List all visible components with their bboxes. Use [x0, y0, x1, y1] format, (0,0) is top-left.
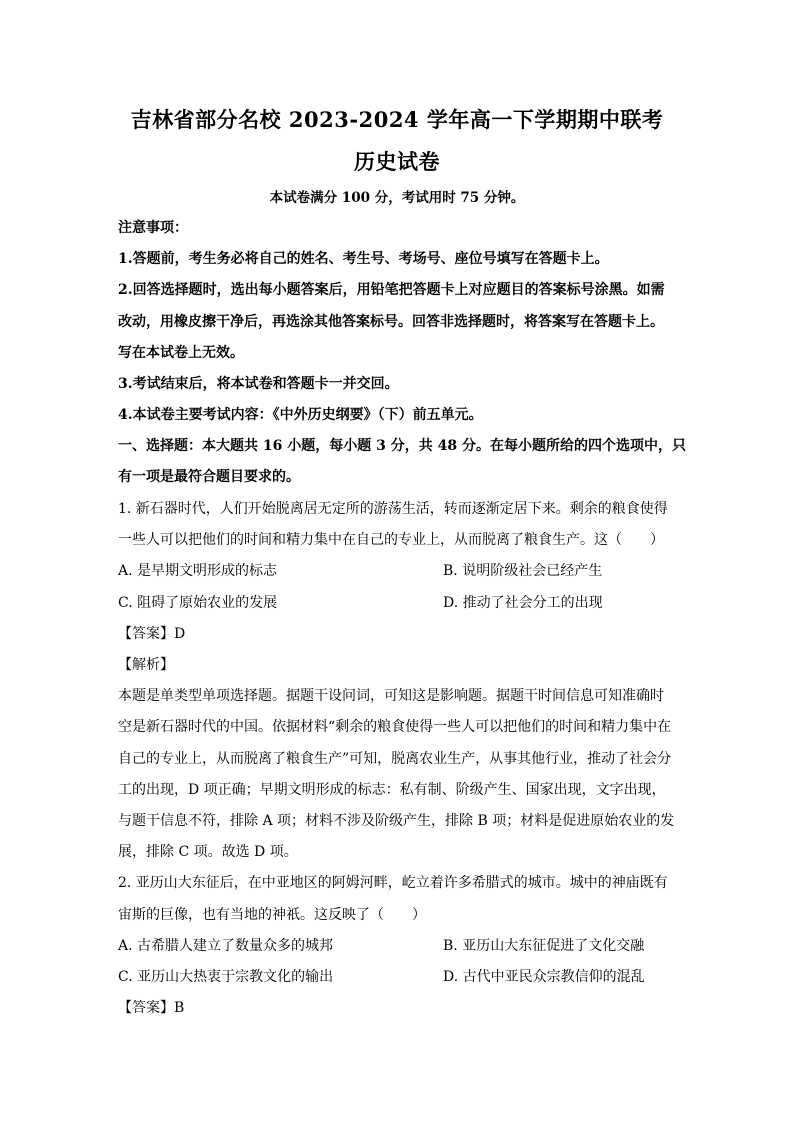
analysis-text: 本题是单类型单项选择题。据题干设问词，可知这是影响题。据题干时间信息可知准确时 — [118, 688, 664, 704]
analysis-text: 与题干信息不符，排除 A 项；材料不涉及阶级产生，排除 B 项；材料是促进原始农业的发 — [118, 813, 675, 829]
notice-item: 写在本试卷上无效。 — [118, 345, 244, 361]
section-heading-cont: 有一项是最符合题目要求的。 — [118, 469, 300, 485]
analysis-text: 工的出现，D 项正确；早期文明形成的标志：私有制、阶级产生、国家出现，文字出现， — [118, 782, 666, 798]
option-c: C. 亚历山大热衷于宗教文化的输出 — [118, 969, 334, 985]
exam-note: 本试卷满分 100 分，考试用时 75 分钟。 — [269, 190, 525, 206]
analysis-text: 展，排除 C 项。故选 D 项。 — [118, 844, 298, 860]
answer-label: 【答案】B — [118, 1000, 185, 1016]
notice-heading: 注意事项： — [118, 220, 188, 236]
question-stem: 2. 亚历山大东征后，在中亚地区的阿姆河畔，屹立着许多希腊式的城市。城中的神庙既有 — [118, 875, 668, 891]
notice-item: 2.回答选择题时，选出每小题答案后，用铅笔把答题卡上对应题目的答案标号涂黑。如需 — [118, 282, 665, 298]
page-subtitle: 历史试卷 — [354, 149, 440, 174]
question-stem: 1. 新石器时代，人们开始脱离居无定所的游荡生活，转而逐渐定居下来。剩余的粮食使得 — [118, 501, 668, 517]
notice-item: 3.考试结束后，将本试卷和答题卡一并交回。 — [118, 376, 399, 392]
option-c: C. 阻碍了原始农业的发展 — [118, 595, 278, 611]
page-title: 吉林省部分名校 2023-2024 学年高一下学期期中联考 — [130, 107, 664, 132]
question-stem: 宙斯的巨像，也有当地的神祇。这反映了（ ） — [118, 907, 426, 923]
analysis-text: 空是新石器时代的中国。依据材料“剩余的粮食使得一些人可以把他们的时间和精力集中在 — [118, 719, 672, 735]
option-b: B. 说明阶级社会已经产生 — [443, 563, 603, 579]
section-heading: 一、选择题：本大题共 16 小题，每小题 3 分，共 48 分。在每小题所给的四个选项中，只 — [118, 438, 686, 454]
notice-item: 1.答题前，考生务必将自己的姓名、考生号、考场号、座位号填写在答题卡上。 — [118, 251, 609, 267]
option-a: A. 是早期文明形成的标志 — [118, 563, 278, 579]
analysis-text: 自己的专业上，从而脱离了粮食生产”可知，脱离农业生产，从事其他行业，推动了社会分 — [118, 751, 672, 767]
option-a: A. 古希腊人建立了数量众多的城邦 — [118, 938, 334, 954]
notice-item: 4.本试卷主要考试内容：《中外历史纲要》（下）前五单元。 — [118, 407, 483, 423]
option-d: D. 古代中亚民众宗教信仰的混乱 — [443, 969, 645, 985]
option-b: B. 亚历山大东征促进了文化交融 — [443, 938, 645, 954]
answer-label: 【答案】D — [118, 626, 186, 642]
question-stem: 一些人可以把他们的时间和精力集中在自己的专业上，从而脱离了粮食生产。这（ ） — [118, 532, 664, 548]
analysis-label: 【解析】 — [118, 657, 174, 673]
notice-item: 改动，用橡皮擦干净后，再选涂其他答案标号。回答非选择题时，将答案写在答题卡上。 — [118, 314, 664, 330]
option-d: D. 推动了社会分工的出现 — [443, 595, 603, 611]
